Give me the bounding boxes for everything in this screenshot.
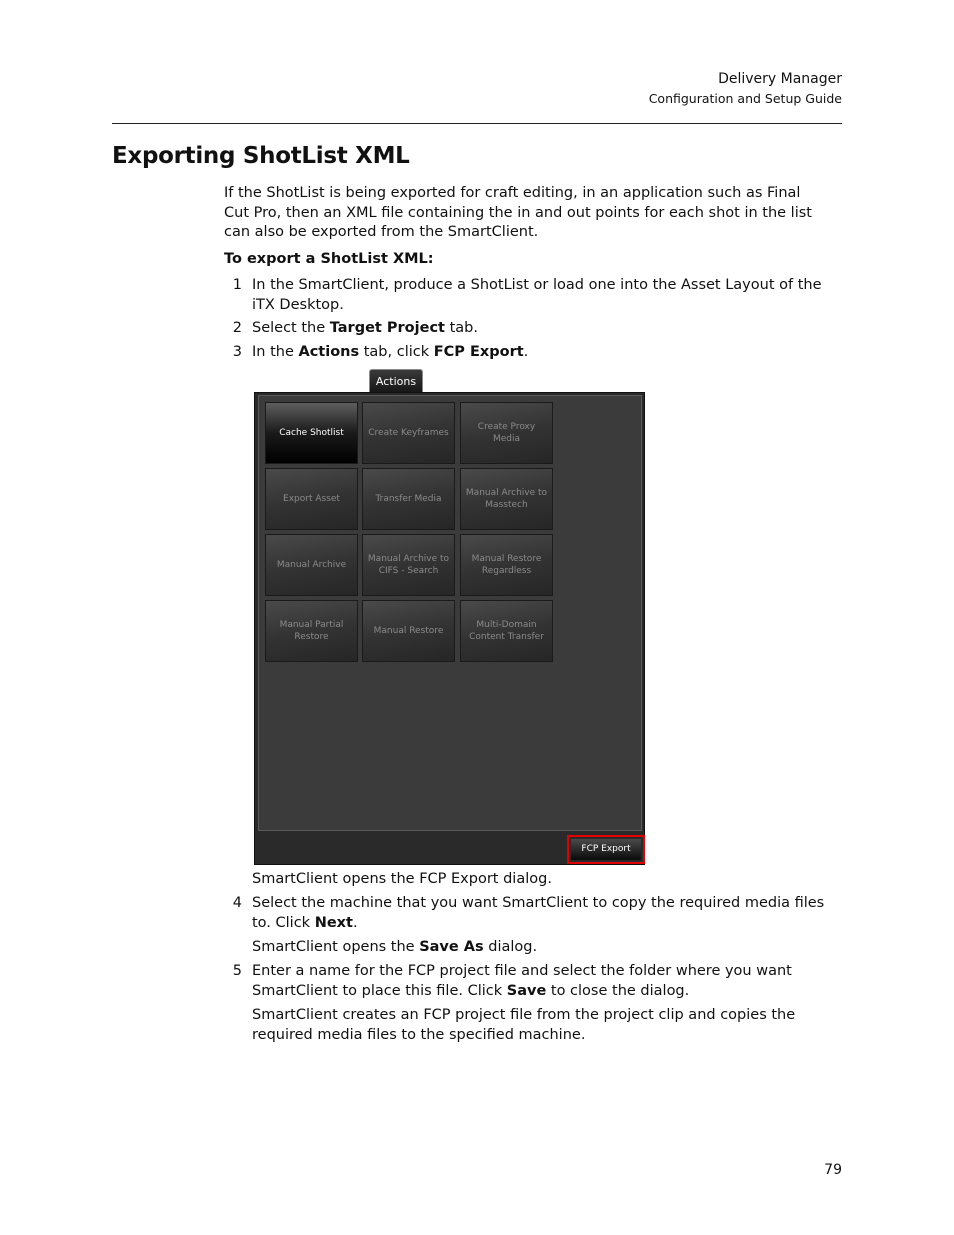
step-1-text: In the SmartClient, produce a ShotList or load one into the Asset Layout of the iTX Desktop.	[252, 277, 822, 313]
manual-restore-regardless-button[interactable]: Manual Restore Regardless	[460, 534, 553, 596]
intro-paragraph: If the ShotList is being exported for craft editing, in an application such as Final Cut Pro, then an XML file containing the in and out points for each shot in the list can also be exported from the SmartClient.	[224, 185, 812, 240]
section-title: Exporting ShotList XML	[112, 143, 410, 169]
manual-archive-button[interactable]: Manual Archive	[265, 534, 358, 596]
manual-archive-masstech-button[interactable]: Manual Archive to Masstech	[460, 468, 553, 530]
multi-domain-content-transfer-button[interactable]: Multi-Domain Content Transfer	[460, 600, 553, 662]
export-asset-button[interactable]: Export Asset	[265, 468, 358, 530]
step-5-text: Enter a name for the FCP project file and select the folder where you want SmartClient to place this file. Click Save to close the dialog.	[252, 963, 792, 999]
header-product: Delivery Manager	[718, 71, 842, 87]
actions-tab[interactable]: Actions	[369, 369, 423, 394]
step-4-number: 4	[232, 895, 242, 911]
step-4-result: SmartClient opens the Save As dialog.	[252, 939, 538, 955]
header-rule	[112, 123, 842, 124]
create-keyframes-button[interactable]: Create Keyframes	[362, 402, 455, 464]
step-5-number: 5	[232, 963, 242, 979]
manual-archive-cifs-button[interactable]: Manual Archive to CIFS - Search	[362, 534, 455, 596]
procedure-heading: To export a ShotList XML:	[224, 251, 434, 267]
step-3-text: In the Actions tab, click FCP Export.	[252, 344, 529, 360]
step-2-text: Select the Target Project tab.	[252, 320, 478, 336]
cache-shotlist-button[interactable]: Cache Shotlist	[265, 402, 358, 464]
step-5-result: SmartClient creates an FCP project file from the project clip and copies the required media files to the specified machine.	[252, 1007, 796, 1043]
step-3-result: SmartClient opens the FCP Export dialog.	[252, 871, 552, 887]
manual-restore-button[interactable]: Manual Restore	[362, 600, 455, 662]
header-guide-title: Configuration and Setup Guide	[648, 91, 842, 106]
step-4-text: Select the machine that you want SmartClient to copy the required media files to. Click Next.	[252, 895, 825, 931]
step-1-number: 1	[232, 277, 242, 293]
step-3-number: 3	[232, 344, 242, 360]
transfer-media-button[interactable]: Transfer Media	[362, 468, 455, 530]
manual-partial-restore-button[interactable]: Manual Partial Restore	[265, 600, 358, 662]
create-proxy-media-button[interactable]: Create Proxy Media	[460, 402, 553, 464]
fcp-export-button[interactable]: FCP Export	[571, 839, 641, 860]
step-2-number: 2	[232, 320, 242, 336]
page-number: 79	[824, 1162, 842, 1178]
actions-panel-content	[258, 395, 642, 831]
